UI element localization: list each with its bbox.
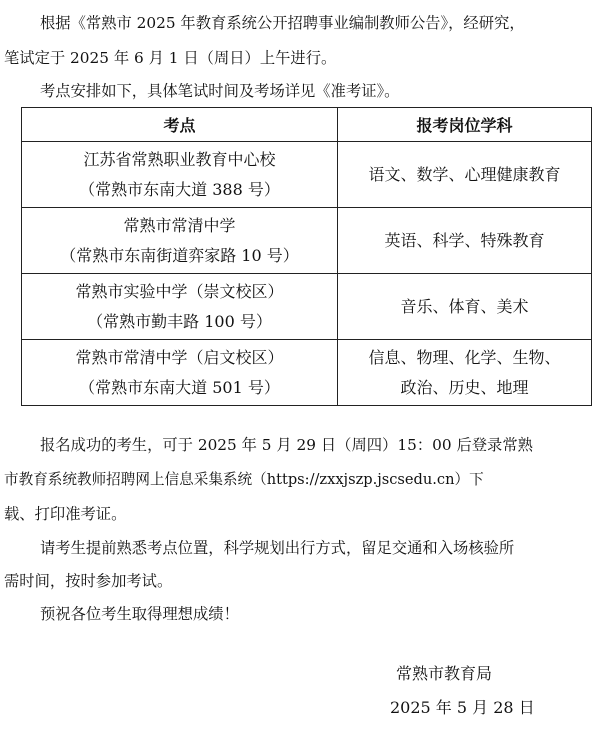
site-name: 常熟市常清中学 xyxy=(123,215,236,235)
subjects-cell xyxy=(338,208,592,274)
site-name: 常熟市实验中学（崇文校区） xyxy=(75,281,284,301)
site-address: （常熟市东南大道 388 号） xyxy=(79,179,280,199)
subjects-text: 英语、科学、特殊教育 xyxy=(384,230,545,250)
table-row xyxy=(22,208,592,274)
subjects-text: 政治、历史、地理 xyxy=(400,377,529,397)
exam-site-table xyxy=(21,107,592,406)
site-name: 常熟市常清中学（启文校区） xyxy=(75,347,284,367)
table-header-row xyxy=(22,108,592,142)
site-address: （常熟市东南大道 501 号） xyxy=(79,377,280,397)
subjects-cell xyxy=(338,340,592,406)
table-row xyxy=(22,142,592,208)
site-address: （常熟市勤丰路 100 号） xyxy=(87,311,272,331)
table-row xyxy=(22,274,592,340)
exam-site-cell xyxy=(22,340,338,406)
subjects-cell xyxy=(338,142,592,208)
intro-line-3: 考点安排如下，具体笔试时间及考场详见《准考证》。 xyxy=(40,82,400,100)
subjects-cell xyxy=(338,274,592,340)
site-address: （常熟市东南街道弈家路 10 号） xyxy=(60,245,299,265)
exam-site-cell xyxy=(22,142,338,208)
notice-p1-line-1: 报名成功的考生，可于 2025 年 5 月 29 日（周四）15：00 后登录常熟 xyxy=(40,436,533,454)
exam-site-cell xyxy=(22,274,338,340)
notice-p2-line-2: 需时间，按时参加考试。 xyxy=(4,572,173,590)
notice-p1-line-3: 载、打印准考证。 xyxy=(4,505,127,523)
subjects-text: 语文、数学、心理健康教育 xyxy=(368,164,561,184)
header-subjects: 报考岗位学科 xyxy=(338,108,592,142)
notice-p3: 预祝各位考生取得理想成绩！ xyxy=(40,605,239,623)
exam-site-cell xyxy=(22,208,338,274)
table-row xyxy=(22,340,592,406)
site-name: 江苏省常熟职业教育中心校 xyxy=(83,149,276,169)
subjects-text: 音乐、体育、美术 xyxy=(400,296,529,316)
notice-p1-line-2: 市教育系统教师招聘网上信息采集系统（https://zxxjszp.jscsedu.cn）下 xyxy=(4,471,484,488)
header-exam-site: 考点 xyxy=(22,108,338,142)
intro-line-1: 根据《常熟市 2025 年教育系统公开招聘事业编制教师公告》，经研究， xyxy=(40,14,525,32)
signature-date: 2025 年 5 月 28 日 xyxy=(390,698,535,717)
signature-org: 常熟市教育局 xyxy=(396,664,493,683)
subjects-text: 信息、物理、化学、生物、 xyxy=(368,347,561,367)
intro-line-2: 笔试定于 2025 年 6 月 1 日（周日）上午进行。 xyxy=(4,49,337,67)
notice-p2-line-1: 请考生提前熟悉考点位置，科学规划出行方式，留足交通和入场核验所 xyxy=(40,539,515,557)
